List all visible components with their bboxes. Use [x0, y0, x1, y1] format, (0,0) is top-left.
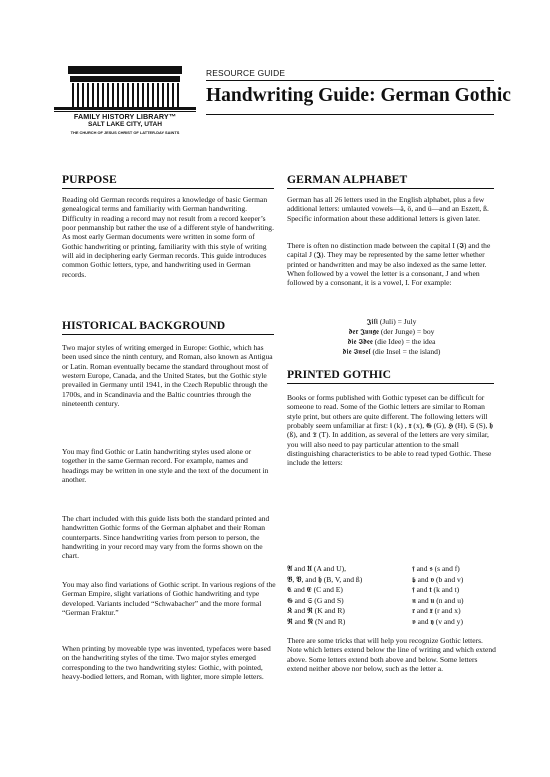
letter-pair: 𝖗 and 𝖝 (r and x)	[412, 606, 461, 616]
history-paragraph-5: When printing by moveable type was invented, typefaces were based on the handwriting styles of the time. Two major styles emerged corresponding to the two handwriting styles: Gothic, with pointed, heavy-bodied letters, and Roman, with lighter, more simple letters.	[62, 644, 271, 682]
logo-line-library: FAMILY HISTORY LIBRARY™	[73, 112, 177, 121]
letter-pair: 𝕶 and 𝕽 (K and R)	[287, 606, 345, 616]
list-item	[287, 575, 496, 586]
letter-pair: 𝖋 and 𝖙 (k and t)	[412, 585, 460, 595]
printed-gothic-paragraph-1: Books or forms published with Gothic typeset can be difficult for someone to read. Some of the Gothic letters are similar to Roman style print, but others are quite different. The following letters will probably seem unfamiliar at first: 𝖎 (k) , 𝖝 (x), 𝕲 (G), 𝕳 (H), 𝕾 (S), 𝖍 (ß), and 𝕿 (T). In addition, as several of the letters are very similar, you will also need to pay particular attention to the small distinguishing characteristics to be able to read typed Gothic. These include the letters:	[287, 393, 494, 468]
example-junge: 𝖉𝖊𝖗 𝕵𝖚𝖓𝖌𝖊 (der Junge) = boy	[348, 327, 435, 336]
header-divider	[206, 80, 494, 81]
list-item	[287, 564, 496, 575]
logo-line-city: SALT LAKE CITY, UTAH	[87, 121, 163, 128]
list-item	[287, 617, 496, 628]
list-item	[287, 596, 496, 607]
history-paragraph-2: You may find Gothic or Latin handwriting styles used alone or together in the same German record. For example, names and headings may be written in one style and the text of the document in another.	[62, 447, 269, 485]
list-item	[287, 585, 496, 596]
alphabet-paragraph-2: There is often no distinction made between the capital I (𝕴) and the capital J (𝕵). They may be represented by the same letter whether printed or handwritten and may be also indexed as the same letter. When followed by a vowel the letter is a consonant, J and when followed by a consonant, it is a vowel, I. For example:	[287, 241, 491, 288]
letter-pair: 𝖛 and 𝖞 (v and y)	[412, 616, 463, 626]
example-insel: 𝖉𝖎𝖊 𝕴𝖓𝖘𝖊𝖑 (die Insel = the island)	[342, 347, 441, 356]
logo-line-church: THE CHURCH OF JESUS CHRIST OF LATTER-DAY SAINTS	[70, 130, 180, 135]
list-item	[287, 606, 496, 617]
example-idee: 𝖉𝖎𝖊 𝕴𝖉𝖊𝖊 (die Idee) = the idea	[347, 337, 436, 346]
letter-pair: 𝕬 and 𝖀 (A and U),	[287, 564, 347, 573]
history-paragraph-1: Two major styles of writing emerged in Europe: Gothic, which has been used since the ninth century, and Roman, also known as Antigua or Latin. Roman eventually became the standard throughout most of western Europe, Canada, and the United States, but the Gothic style prevailed in Germany until 1941, in the Czech Republic through the 1700s, and in Scandinavia and the Baltic countries through the nineteenth century.	[62, 343, 273, 409]
similar-letters-list	[287, 564, 496, 628]
resource-guide-label: RESOURCE GUIDE	[206, 68, 286, 78]
history-paragraph-4: You may also find variations of Gothic script. In various regions of the German Empire, slight variations of Gothic handwriting and type developed. Variants included “Schwabacher” and the more formal “German Fraktur.”	[62, 580, 276, 618]
letter-pair: 𝖋 and 𝖘 (s and f)	[412, 564, 460, 573]
purpose-heading: PURPOSE	[62, 173, 274, 189]
letter-pair: 𝕽 and 𝕹 (N and R)	[287, 616, 346, 626]
history-paragraph-3: The chart included with this guide lists both the standard printed and handwritten Gothic forms of the German alphabet and their Roman counterparts. Since handwriting varies from person to person, the handwriting in your record may vary from the forms shown on the chart.	[62, 514, 270, 561]
example-juli: 𝕵𝖎𝖑𝖎 (Juli) = July	[366, 317, 417, 326]
letter-pair: 𝕮 and 𝕰 (C and E)	[287, 585, 343, 595]
letter-pair: 𝖇 and 𝖛 (b and v)	[412, 574, 464, 584]
purpose-paragraph: Reading old German records requires a knowledge of basic German genealogical terms and familiarity with German handwriting. Difficulty in reading a record may not result from a record keeper’s poor penmanship but rather the use of a different style of handwriting. As most early German documents were written in some form of Gothic handwriting or printing, familiarity with this style of writing will aid in deciphering early German records. This guide introduces common Gothic letters, type, and handwriting used in German records.	[62, 195, 274, 279]
german-alphabet-heading: GERMAN ALPHABET	[287, 173, 494, 189]
letter-pair: 𝕲 and 𝕾 (G and S)	[287, 595, 344, 605]
historical-background-heading: HISTORICAL BACKGROUND	[62, 319, 274, 335]
library-building-icon	[54, 63, 196, 119]
page-title: Handwriting Guide: German Gothic	[206, 85, 511, 106]
printed-gothic-heading: PRINTED GOTHIC	[287, 368, 494, 384]
letter-pair: 𝕭, 𝖁, and 𝖍 (B, V, and ß)	[287, 574, 363, 584]
title-divider	[206, 114, 494, 115]
printed-gothic-paragraph-2: There are some tricks that will help you recognize Gothic letters. Note which letters extend below the line of writing and which extend above. Some letters extend both above and below. Some letters extend neither above nor below, such as the letter a.	[287, 636, 496, 674]
letter-pair: 𝖓 and 𝖚 (n and u)	[412, 595, 464, 605]
alphabet-paragraph-1: German has all 26 letters used in the English alphabet, plus a few additional letters: umlauted vowels—ä, ö, and ü—and an Eszett, ß. Specific information about these additional letters is given later.	[287, 195, 489, 223]
